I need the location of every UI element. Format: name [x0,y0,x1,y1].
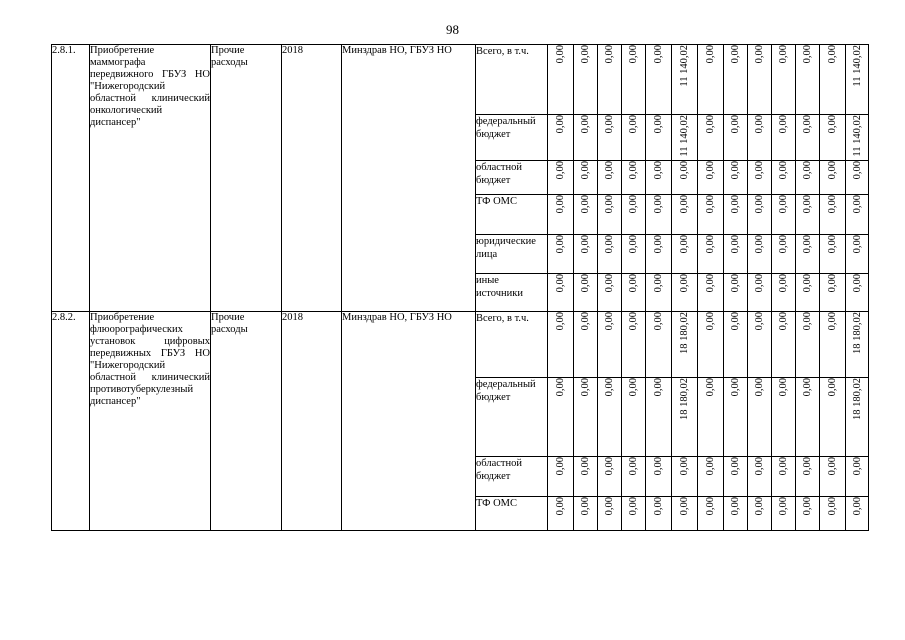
value-text: 0,00 [802,115,813,134]
item-year: 2018 [282,311,342,530]
value-text: 0,00 [851,496,863,515]
value-cell [646,115,672,161]
value-cell [724,234,748,273]
value-text: 0,00 [851,194,863,213]
value-text: 0,00 [555,45,566,64]
value-cell [574,496,598,530]
value-cell [724,311,748,377]
value-text: 0,00 [754,160,765,179]
value-cell [698,115,724,161]
value-cell [796,45,820,115]
value-cell [646,160,672,194]
value-text: 0,00 [754,311,765,330]
value-cell [796,377,820,456]
value-text: 0,00 [580,496,591,515]
value-cell [622,456,646,496]
value-text: 18 180,02 [851,377,863,420]
value-text: 0,00 [555,115,566,134]
value-text: 0,00 [679,234,690,253]
value-cell [646,311,672,377]
value-text: 11 140,02 [679,45,690,87]
table-body [52,45,869,531]
expense-type: Прочие расходы [211,311,282,530]
item-name: Приобретение флюорографических установок цифровых передвижных ГБУЗ НО "Нижегородский областной клинический противотуберкулезный диспансер" [90,311,211,530]
value-cell [698,273,724,311]
value-cell [622,496,646,530]
value-text: 0,00 [555,273,566,292]
value-cell [772,496,796,530]
value-cell [574,311,598,377]
value-text: 0,00 [604,45,615,64]
value-text: 0,00 [778,160,789,179]
funding-source: иные источники [476,273,548,311]
value-cell [574,194,598,234]
value-cell [748,234,772,273]
value-text: 0,00 [555,377,566,396]
value-text: 0,00 [778,311,789,330]
value-cell [724,160,748,194]
value-text: 0,00 [628,234,639,253]
value-text: 0,00 [604,273,615,292]
value-text: 0,00 [778,194,789,213]
funding-source: областной бюджет [476,456,548,496]
value-cell [598,273,622,311]
value-text: 0,00 [580,377,591,396]
value-text: 0,00 [628,45,639,64]
value-cell [672,160,698,194]
value-text: 0,00 [851,160,863,179]
value-text: 0,00 [705,456,716,475]
value-text: 0,00 [604,456,615,475]
value-text: 0,00 [653,234,664,253]
value-text: 0,00 [754,496,765,515]
value-cell [846,377,869,456]
value-cell [820,377,846,456]
value-cell [672,194,698,234]
value-text: 0,00 [679,496,690,515]
value-text: 0,00 [802,311,813,330]
value-text: 0,00 [604,160,615,179]
value-text: 0,00 [580,115,591,134]
value-text: 0,00 [705,311,716,330]
value-cell [748,45,772,115]
page-number: 98 [446,22,459,37]
value-text: 0,00 [754,194,765,213]
value-cell [846,194,869,234]
value-text: 0,00 [754,234,765,253]
value-text: 0,00 [580,456,591,475]
value-text: 18 180,02 [851,311,863,354]
value-cell [748,311,772,377]
value-text: 0,00 [604,115,615,134]
item-number: 2.8.2. [52,311,90,530]
value-text: 0,00 [827,311,838,330]
value-text: 0,00 [778,273,789,292]
value-cell [772,234,796,273]
value-cell [574,234,598,273]
value-text: 0,00 [827,160,838,179]
value-cell [548,496,574,530]
source-row [52,311,869,377]
value-cell [772,377,796,456]
value-cell [748,194,772,234]
value-text: 0,00 [628,456,639,475]
value-cell [672,456,698,496]
funding-source: ТФ ОМС [476,496,548,530]
value-text: 0,00 [628,194,639,213]
value-text: 0,00 [754,377,765,396]
value-text: 0,00 [604,194,615,213]
value-cell [846,115,869,161]
value-text: 0,00 [730,234,741,253]
value-cell [698,377,724,456]
value-cell [646,377,672,456]
item-number: 2.8.1. [52,45,90,312]
value-cell [796,456,820,496]
value-text: 0,00 [580,273,591,292]
value-cell [772,273,796,311]
value-text: 0,00 [653,194,664,213]
value-text: 0,00 [778,496,789,515]
value-cell [820,160,846,194]
value-cell [622,45,646,115]
value-cell [748,160,772,194]
value-cell [846,160,869,194]
value-text: 11 140,02 [851,45,863,87]
value-text: 0,00 [604,311,615,330]
value-text: 0,00 [730,311,741,330]
value-text: 18 180,02 [679,377,690,420]
value-text: 0,00 [754,115,765,134]
value-text: 0,00 [555,311,566,330]
value-cell [796,160,820,194]
value-text: 0,00 [827,456,838,475]
value-cell [698,456,724,496]
value-cell [646,194,672,234]
value-cell [622,311,646,377]
value-cell [598,45,622,115]
value-cell [724,115,748,161]
funding-source: федеральный бюджет [476,377,548,456]
value-cell [820,45,846,115]
value-cell [698,311,724,377]
value-text: 0,00 [730,160,741,179]
value-text: 0,00 [754,456,765,475]
value-text: 0,00 [827,194,838,213]
value-cell [748,273,772,311]
expense-type: Прочие расходы [211,45,282,312]
value-cell [622,377,646,456]
value-text: 0,00 [827,45,838,64]
value-text: 0,00 [653,45,664,64]
value-cell [772,160,796,194]
value-cell [548,45,574,115]
value-cell [772,456,796,496]
value-text: 0,00 [705,377,716,396]
value-cell [698,496,724,530]
value-text: 0,00 [628,273,639,292]
funding-source: ТФ ОМС [476,194,548,234]
value-cell [646,456,672,496]
value-cell [846,311,869,377]
value-cell [646,496,672,530]
value-cell [672,115,698,161]
value-text: 0,00 [802,234,813,253]
value-cell [622,194,646,234]
value-text: 0,00 [653,456,664,475]
budget-table [51,44,869,531]
value-text: 0,00 [604,234,615,253]
value-text: 0,00 [778,234,789,253]
value-cell [598,311,622,377]
value-cell [846,456,869,496]
value-text: 0,00 [705,45,716,64]
source-row [52,45,869,115]
value-cell [672,496,698,530]
value-cell [724,273,748,311]
value-cell [820,311,846,377]
value-text: 0,00 [827,377,838,396]
value-cell [772,115,796,161]
value-cell [598,377,622,456]
value-cell [772,194,796,234]
value-cell [548,311,574,377]
value-cell [574,160,598,194]
value-text: 0,00 [705,160,716,179]
value-cell [820,496,846,530]
value-cell [574,115,598,161]
value-text: 0,00 [653,377,664,396]
value-text: 0,00 [802,377,813,396]
value-cell [724,45,748,115]
value-text: 0,00 [555,456,566,475]
funding-source: федеральный бюджет [476,115,548,161]
value-cell [622,273,646,311]
value-text: 0,00 [705,194,716,213]
item-executor: Минздрав НО, ГБУЗ НО [342,311,476,530]
value-cell [672,311,698,377]
value-text: 0,00 [730,273,741,292]
value-text: 11 140,02 [679,115,690,157]
value-cell [548,160,574,194]
value-text: 0,00 [628,115,639,134]
value-cell [724,456,748,496]
value-text: 18 180,02 [679,311,690,354]
value-text: 0,00 [555,160,566,179]
value-cell [672,234,698,273]
value-text: 0,00 [730,115,741,134]
value-text: 0,00 [555,194,566,213]
value-text: 0,00 [730,45,741,64]
value-cell [724,496,748,530]
value-text: 0,00 [705,115,716,134]
value-text: 0,00 [778,377,789,396]
value-cell [820,456,846,496]
value-cell [796,115,820,161]
value-cell [548,456,574,496]
value-text: 0,00 [679,160,690,179]
value-text: 0,00 [827,234,838,253]
value-cell [672,377,698,456]
value-text: 0,00 [679,456,690,475]
value-cell [748,456,772,496]
value-cell [748,115,772,161]
value-cell [598,194,622,234]
value-text: 0,00 [754,45,765,64]
value-cell [796,194,820,234]
value-text: 0,00 [851,273,863,292]
value-text: 0,00 [730,377,741,396]
value-text: 0,00 [679,273,690,292]
value-text: 0,00 [604,496,615,515]
value-text: 0,00 [604,377,615,396]
value-cell [698,194,724,234]
value-text: 0,00 [628,160,639,179]
value-text: 0,00 [705,496,716,515]
value-cell [598,115,622,161]
value-text: 0,00 [802,273,813,292]
value-cell [796,273,820,311]
value-text: 0,00 [679,194,690,213]
value-text: 0,00 [580,194,591,213]
value-text: 0,00 [555,496,566,515]
value-cell [548,194,574,234]
value-cell [820,273,846,311]
value-cell [646,273,672,311]
value-cell [820,234,846,273]
value-cell [772,311,796,377]
value-cell [622,234,646,273]
value-text: 0,00 [580,311,591,330]
funding-source: областной бюджет [476,160,548,194]
value-cell [574,456,598,496]
value-cell [846,45,869,115]
value-cell [548,115,574,161]
value-cell [548,377,574,456]
value-text: 0,00 [580,234,591,253]
value-text: 0,00 [653,496,664,515]
value-text: 0,00 [754,273,765,292]
value-text: 0,00 [653,115,664,134]
value-text: 0,00 [802,194,813,213]
value-cell [820,115,846,161]
value-text: 0,00 [628,377,639,396]
value-text: 0,00 [730,456,741,475]
item-executor: Минздрав НО, ГБУЗ НО [342,45,476,312]
value-text: 0,00 [778,456,789,475]
value-cell [646,45,672,115]
value-text: 0,00 [778,115,789,134]
value-cell [846,273,869,311]
value-cell [672,45,698,115]
value-text: 0,00 [705,273,716,292]
value-text: 0,00 [730,496,741,515]
value-text: 0,00 [730,194,741,213]
value-text: 0,00 [827,115,838,134]
value-text: 0,00 [827,273,838,292]
value-text: 0,00 [827,496,838,515]
value-cell [574,45,598,115]
value-text: 0,00 [580,160,591,179]
value-cell [548,273,574,311]
value-text: 0,00 [802,496,813,515]
value-text: 0,00 [628,311,639,330]
value-text: 0,00 [851,456,863,475]
value-text: 0,00 [653,160,664,179]
value-text: 11 140,02 [851,115,863,157]
funding-source: Всего, в т.ч. [476,311,548,377]
value-cell [698,234,724,273]
value-cell [646,234,672,273]
value-text: 0,00 [653,311,664,330]
value-cell [548,234,574,273]
value-cell [698,160,724,194]
value-text: 0,00 [802,45,813,64]
funding-source: юридические лица [476,234,548,273]
value-cell [698,45,724,115]
value-cell [796,496,820,530]
value-cell [598,160,622,194]
item-name: Приобретение маммографа передвижного ГБУЗ НО "Нижегородский областной клинический онкологический диспансер" [90,45,211,312]
value-cell [724,377,748,456]
value-cell [622,160,646,194]
value-cell [846,234,869,273]
value-cell [672,273,698,311]
value-cell [724,194,748,234]
value-cell [598,496,622,530]
value-cell [598,234,622,273]
value-text: 0,00 [653,273,664,292]
value-cell [598,456,622,496]
item-year: 2018 [282,45,342,312]
value-text: 0,00 [628,496,639,515]
value-cell [820,194,846,234]
value-cell [796,234,820,273]
value-text: 0,00 [851,234,863,253]
value-cell [796,311,820,377]
value-cell [574,377,598,456]
funding-source: Всего, в т.ч. [476,45,548,115]
value-text: 0,00 [778,45,789,64]
value-cell [772,45,796,115]
value-cell [846,496,869,530]
value-text: 0,00 [802,456,813,475]
value-text: 0,00 [705,234,716,253]
value-cell [574,273,598,311]
value-cell [622,115,646,161]
value-text: 0,00 [580,45,591,64]
value-text: 0,00 [802,160,813,179]
value-cell [748,377,772,456]
value-text: 0,00 [555,234,566,253]
value-cell [748,496,772,530]
